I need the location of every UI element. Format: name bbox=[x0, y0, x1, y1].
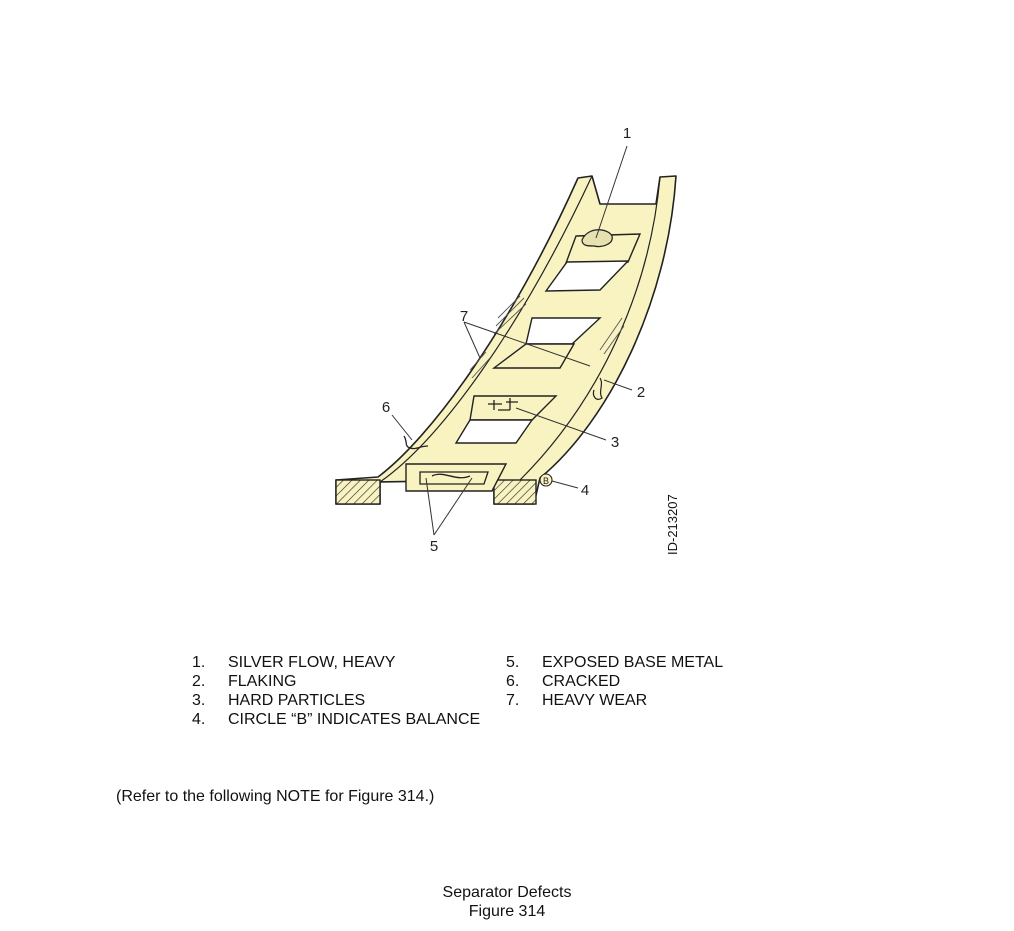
figure-id-code: ID-213207 bbox=[665, 494, 680, 555]
legend-number: 7. bbox=[506, 692, 520, 709]
legend-number: 4. bbox=[192, 711, 206, 728]
legend-text: EXPOSED BASE METAL bbox=[542, 654, 724, 671]
legend-item bbox=[192, 710, 480, 729]
callout-1: 1 bbox=[622, 125, 632, 142]
legend-number: 3. bbox=[192, 692, 206, 709]
caption-figure-number: Figure 314 bbox=[468, 903, 546, 920]
legend-left-column bbox=[192, 653, 480, 729]
legend-right-column bbox=[506, 653, 723, 710]
balance-circle-label: B bbox=[542, 476, 550, 486]
cut-end-left bbox=[336, 480, 380, 504]
legend-text: HEAVY WEAR bbox=[542, 692, 648, 709]
legend-number: 2. bbox=[192, 673, 206, 690]
separator-body bbox=[336, 176, 676, 504]
legend-number: 5. bbox=[506, 654, 520, 671]
legend-item bbox=[192, 672, 480, 691]
callout-5: 5 bbox=[429, 538, 439, 555]
refer-note: (Refer to the following NOTE for Figure 314.) bbox=[116, 788, 435, 805]
legend-number: 6. bbox=[506, 673, 520, 690]
legend-item bbox=[192, 653, 480, 672]
cut-end-right bbox=[494, 480, 536, 504]
legend-text: CRACKED bbox=[542, 673, 621, 690]
legend-item bbox=[506, 653, 723, 672]
legend-item bbox=[192, 691, 480, 710]
legend-text: SILVER FLOW, HEAVY bbox=[228, 654, 396, 671]
callout-4: 4 bbox=[580, 482, 590, 499]
legend-item bbox=[506, 672, 723, 691]
legend-text: HARD PARTICLES bbox=[228, 692, 366, 709]
callout-2: 2 bbox=[636, 384, 646, 401]
figure-caption bbox=[0, 883, 1014, 921]
callout-6: 6 bbox=[381, 399, 391, 416]
legend-text: CIRCLE “B” INDICATES BALANCE bbox=[228, 711, 481, 728]
caption-title: Separator Defects bbox=[442, 884, 572, 901]
callout-3: 3 bbox=[610, 434, 620, 451]
legend-item bbox=[506, 691, 723, 710]
callout-7: 7 bbox=[459, 308, 469, 325]
legend-text: FLAKING bbox=[228, 673, 297, 690]
legend-number: 1. bbox=[192, 654, 206, 671]
